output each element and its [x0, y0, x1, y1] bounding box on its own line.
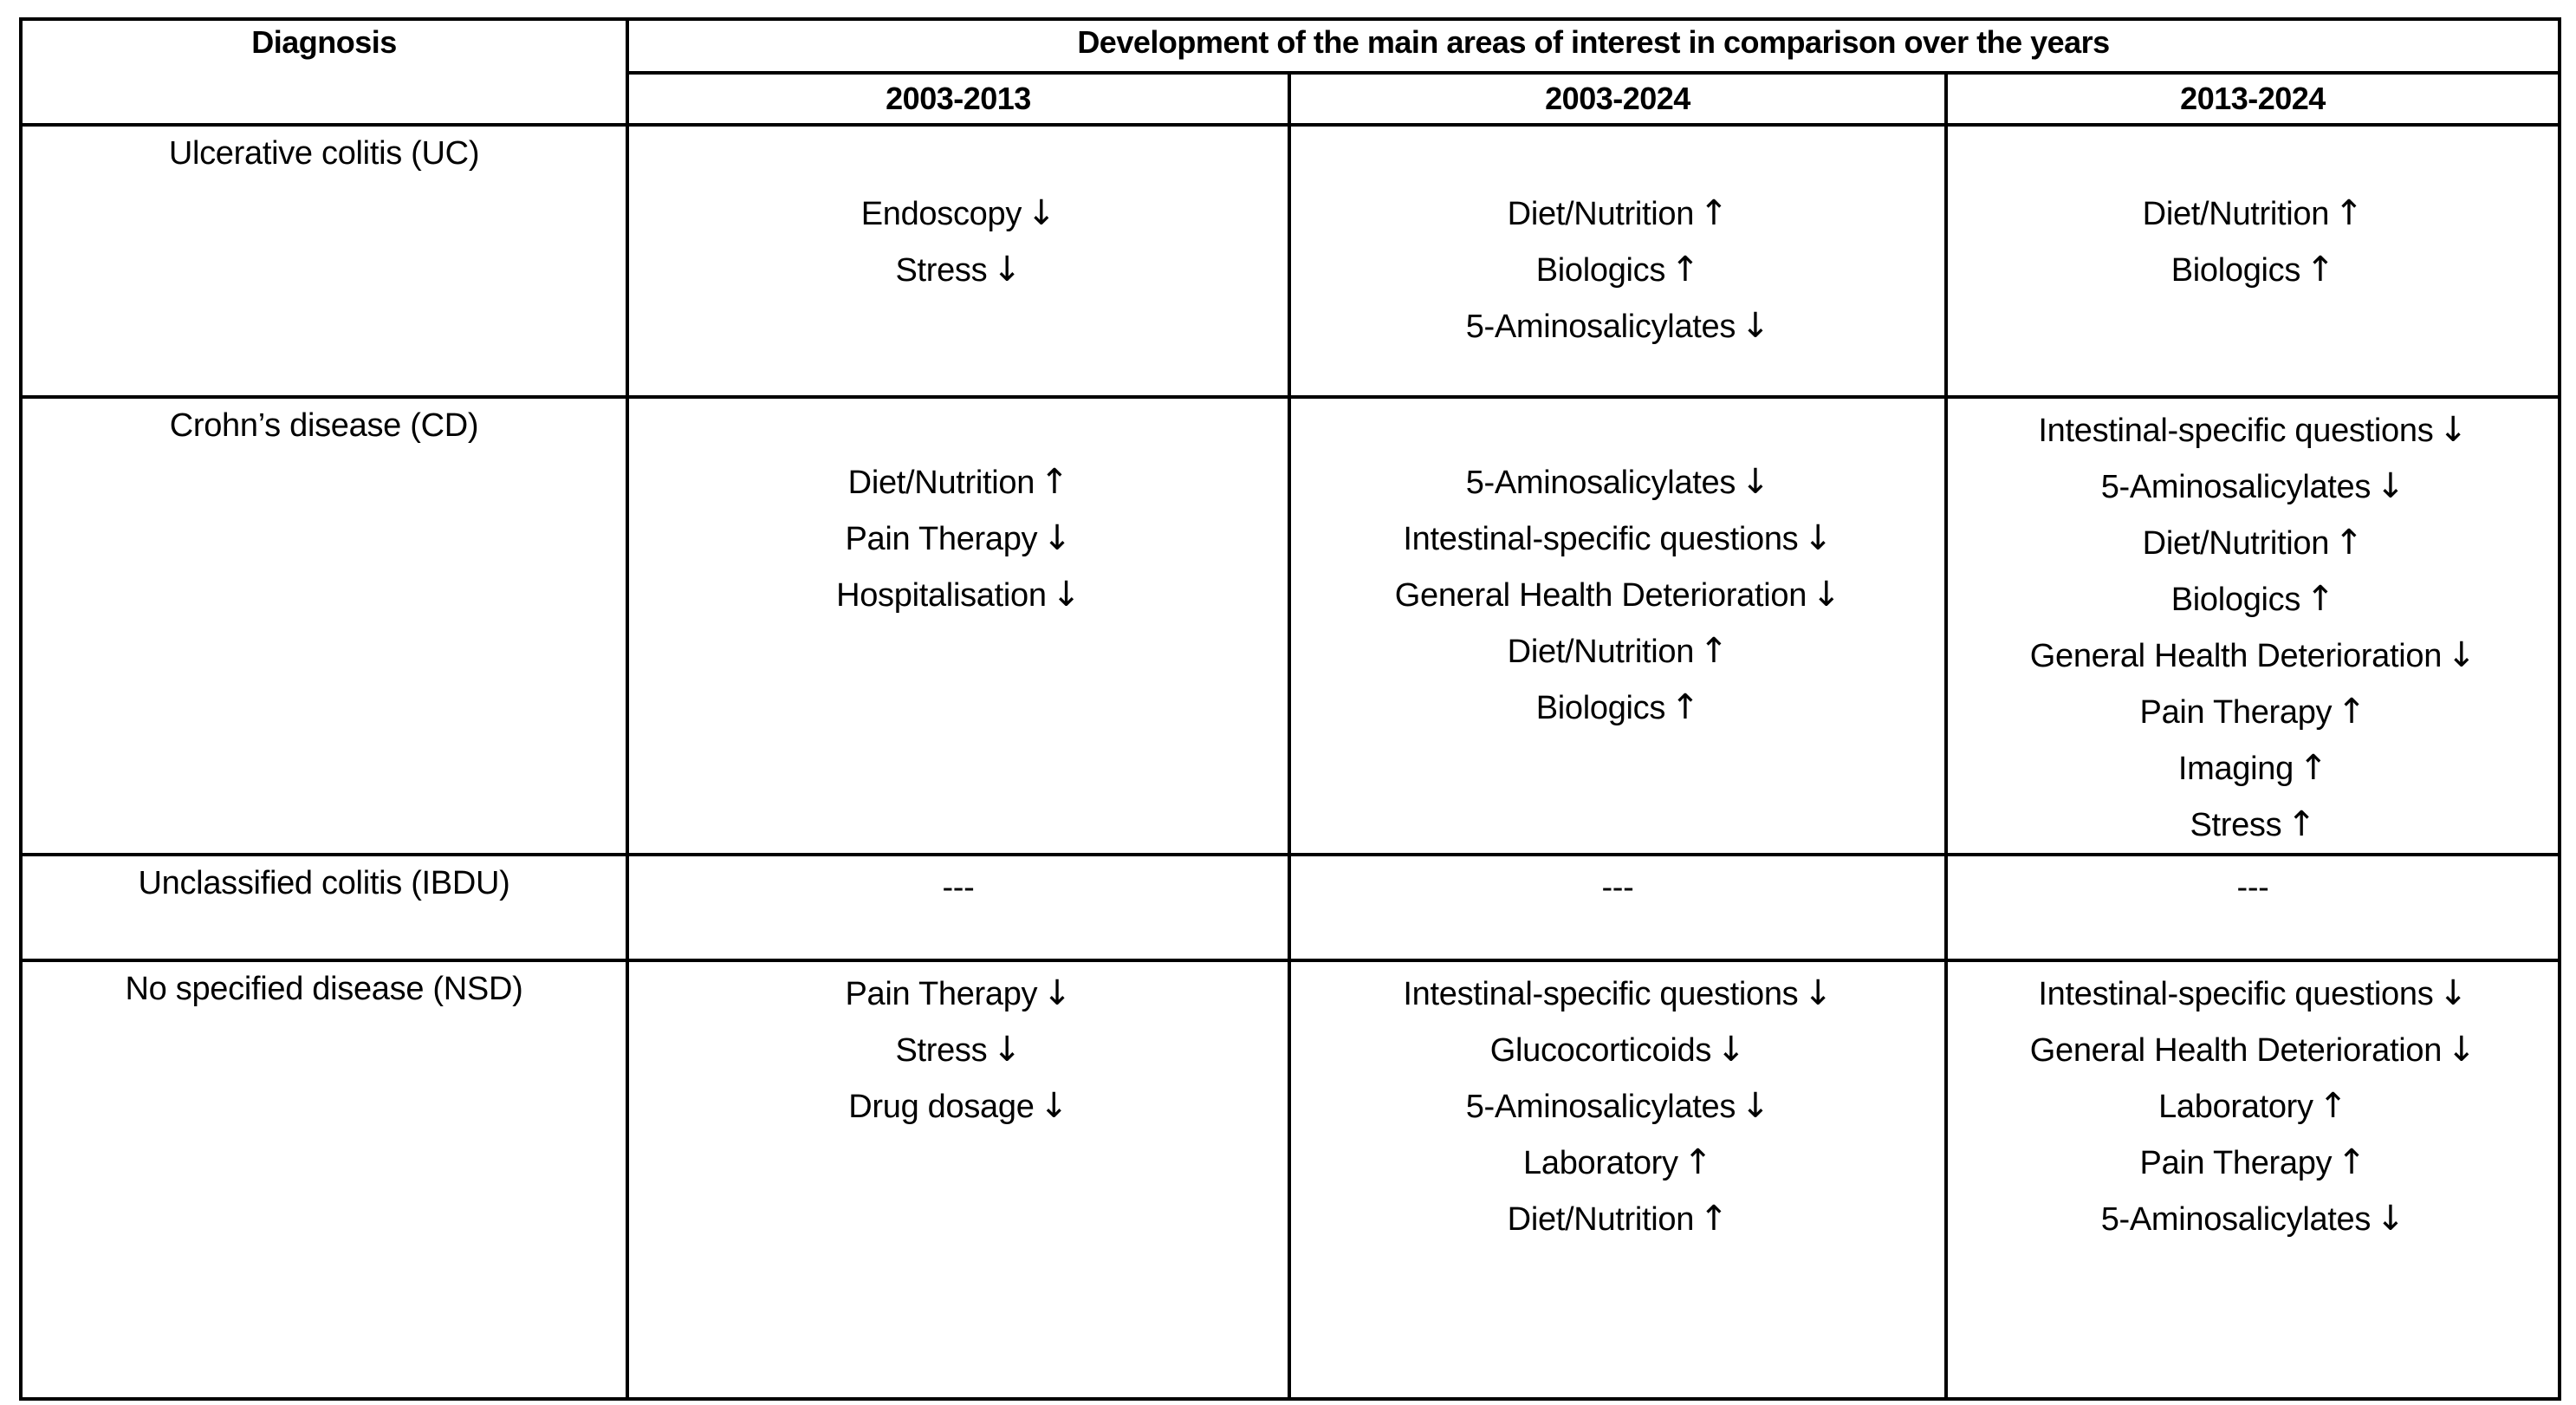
- arrow-up-icon: ↑: [1671, 687, 1700, 727]
- arrow-down-icon: ↓: [2438, 973, 2468, 1013]
- arrow-down-icon: ↓: [2438, 410, 2468, 450]
- list-item: [1291, 1022, 1944, 1078]
- period-cell: [627, 125, 1289, 397]
- arrow-up-icon: ↑: [2298, 748, 2328, 788]
- item-label: Endoscopy: [860, 196, 1022, 232]
- list-item: [1291, 1135, 1944, 1191]
- diagnosis-cell: Unclassified colitis (IBDU): [21, 855, 627, 960]
- item-label: Biologics: [1535, 690, 1666, 726]
- item-label: Diet/Nutrition: [2142, 196, 2330, 232]
- period-cell: [627, 397, 1289, 855]
- list-item: [1948, 966, 2558, 1022]
- arrow-down-icon: ↓: [1803, 518, 1833, 558]
- list-item: [1291, 1191, 1944, 1247]
- arrow-up-icon: ↑: [2337, 1142, 2366, 1182]
- period-cell: [627, 960, 1289, 1399]
- item-label: Pain Therapy: [2139, 1145, 2333, 1181]
- list-item: [1948, 684, 2558, 740]
- list-item: [1948, 571, 2558, 628]
- item-label: Pain Therapy: [2139, 694, 2333, 731]
- item-label: Pain Therapy: [845, 521, 1038, 557]
- item-label: Imaging: [2177, 751, 2294, 787]
- arrow-down-icon: ↓: [1741, 306, 1770, 346]
- arrow-up-icon: ↑: [2334, 193, 2364, 233]
- period-cell: [1289, 855, 1946, 960]
- arrow-up-icon: ↑: [2318, 1086, 2347, 1126]
- arrow-down-icon: ↓: [2376, 1199, 2405, 1239]
- list-item: [1948, 740, 2558, 797]
- arrow-up-icon: ↑: [1699, 631, 1729, 671]
- item-label: Stress: [895, 1032, 988, 1069]
- header-period-3: 2013-2024: [1946, 73, 2560, 125]
- arrow-down-icon: ↓: [1716, 1030, 1746, 1070]
- list-item: [1948, 402, 2558, 459]
- list-item: [629, 1022, 1288, 1078]
- period-cell: [1289, 397, 1946, 855]
- item-label: Diet/Nutrition: [1507, 196, 1695, 232]
- item-label: 5-Aminosalicylates: [1465, 465, 1736, 501]
- list-item: [1948, 515, 2558, 571]
- period-cell: [1946, 855, 2560, 960]
- list-item: [629, 567, 1288, 623]
- list-item: [629, 511, 1288, 567]
- item-label: Diet/Nutrition: [1507, 1201, 1695, 1238]
- list-item: [1291, 454, 1944, 511]
- table-row: [21, 855, 2560, 960]
- diagnosis-cell: Crohn’s disease (CD): [21, 397, 627, 855]
- list-item: [1291, 1078, 1944, 1135]
- list-item: [1948, 1022, 2558, 1078]
- period-cell: [1289, 960, 1946, 1399]
- table-row: [21, 397, 2560, 855]
- item-label: Laboratory: [2158, 1089, 2313, 1125]
- period-cell: [1946, 125, 2560, 397]
- arrow-up-icon: ↑: [1699, 1199, 1729, 1239]
- item-label: General Health Deterioration: [2029, 638, 2443, 674]
- empty-marker: ---: [2236, 869, 2269, 906]
- list-item: [1948, 1191, 2558, 1247]
- header-diagnosis: Diagnosis: [21, 19, 627, 125]
- arrow-up-icon: ↑: [2287, 804, 2316, 844]
- list-item: [1291, 680, 1944, 736]
- arrow-up-icon: ↑: [1699, 193, 1729, 233]
- item-label: 5-Aminosalicylates: [2100, 1201, 2372, 1238]
- list-item: [1291, 567, 1944, 623]
- list-item: [1948, 242, 2558, 298]
- arrow-down-icon: ↓: [1042, 973, 1072, 1013]
- arrow-down-icon: ↓: [1027, 193, 1056, 233]
- arrow-down-icon: ↓: [1051, 575, 1080, 615]
- arrow-down-icon: ↓: [2447, 635, 2476, 675]
- item-label: Biologics: [2170, 582, 2301, 618]
- arrow-down-icon: ↓: [1741, 462, 1770, 502]
- header-period-2: 2003-2024: [1289, 73, 1946, 125]
- item-label: Diet/Nutrition: [2142, 525, 2330, 562]
- header-development: Development of the main areas of interest in comparison over the years: [627, 19, 2560, 73]
- list-item: [1948, 628, 2558, 684]
- arrow-down-icon: ↓: [2376, 466, 2405, 506]
- arrow-up-icon: ↑: [2337, 692, 2366, 732]
- arrow-down-icon: ↓: [992, 250, 1022, 289]
- list-item: [1291, 966, 1944, 1022]
- item-label: Diet/Nutrition: [1507, 634, 1695, 670]
- item-label: Diet/Nutrition: [847, 465, 1035, 501]
- arrow-up-icon: ↑: [2306, 250, 2335, 289]
- item-label: 5-Aminosalicylates: [1465, 1089, 1736, 1125]
- list-item: [629, 242, 1288, 298]
- arrow-down-icon: ↓: [1803, 973, 1833, 1013]
- table-row: [21, 125, 2560, 397]
- list-item: [629, 966, 1288, 1022]
- item-label: Intestinal-specific questions: [1403, 976, 1799, 1012]
- empty-marker: ---: [1601, 869, 1634, 906]
- item-label: Stress: [2190, 807, 2282, 843]
- arrow-down-icon: ↓: [1741, 1086, 1770, 1126]
- list-item: [629, 185, 1288, 242]
- item-label: 5-Aminosalicylates: [1465, 309, 1736, 345]
- list-item: [1291, 242, 1944, 298]
- item-label: Pain Therapy: [845, 976, 1038, 1012]
- arrow-down-icon: ↓: [1812, 575, 1841, 615]
- item-label: Intestinal-specific questions: [2038, 413, 2434, 449]
- item-label: Glucocorticoids: [1489, 1032, 1712, 1069]
- period-cell: [1946, 960, 2560, 1399]
- period-cell: [1946, 397, 2560, 855]
- list-item: [629, 1078, 1288, 1135]
- list-item: [1948, 185, 2558, 242]
- list-item: [1948, 1078, 2558, 1135]
- period-cell: [1289, 125, 1946, 397]
- item-label: Intestinal-specific questions: [1403, 521, 1799, 557]
- arrow-up-icon: ↑: [1671, 250, 1700, 289]
- arrow-up-icon: ↑: [1683, 1142, 1712, 1182]
- list-item: [1291, 298, 1944, 355]
- list-item: [1291, 185, 1944, 242]
- diagnosis-cell: Ulcerative colitis (UC): [21, 125, 627, 397]
- item-label: General Health Deterioration: [2029, 1032, 2443, 1069]
- list-item: [1948, 797, 2558, 853]
- item-label: Drug dosage: [848, 1089, 1035, 1125]
- diagnosis-cell: No specified disease (NSD): [21, 960, 627, 1399]
- arrow-down-icon: ↓: [1039, 1086, 1068, 1126]
- arrow-up-icon: ↑: [2334, 523, 2364, 563]
- list-item: [1291, 623, 1944, 680]
- item-label: Hospitalisation: [836, 577, 1047, 614]
- item-label: 5-Aminosalicylates: [2100, 469, 2372, 505]
- comparison-table: [19, 17, 2561, 1401]
- list-item: [629, 454, 1288, 511]
- item-label: Laboratory: [1523, 1145, 1678, 1181]
- header-period-1: 2003-2013: [627, 73, 1289, 125]
- item-label: Stress: [895, 252, 988, 289]
- list-item: [1948, 1135, 2558, 1191]
- table-row: [21, 960, 2560, 1399]
- arrow-up-icon: ↑: [2306, 579, 2335, 619]
- arrow-down-icon: ↓: [2447, 1030, 2476, 1070]
- arrow-down-icon: ↓: [1042, 518, 1072, 558]
- item-label: Biologics: [1535, 252, 1666, 289]
- list-item: [1291, 511, 1944, 567]
- item-label: General Health Deterioration: [1394, 577, 1807, 614]
- empty-marker: ---: [942, 869, 975, 906]
- item-label: Biologics: [2170, 252, 2301, 289]
- list-item: [1948, 459, 2558, 515]
- arrow-down-icon: ↓: [992, 1030, 1022, 1070]
- arrow-up-icon: ↑: [1040, 462, 1069, 502]
- period-cell: [627, 855, 1289, 960]
- item-label: Intestinal-specific questions: [2038, 976, 2434, 1012]
